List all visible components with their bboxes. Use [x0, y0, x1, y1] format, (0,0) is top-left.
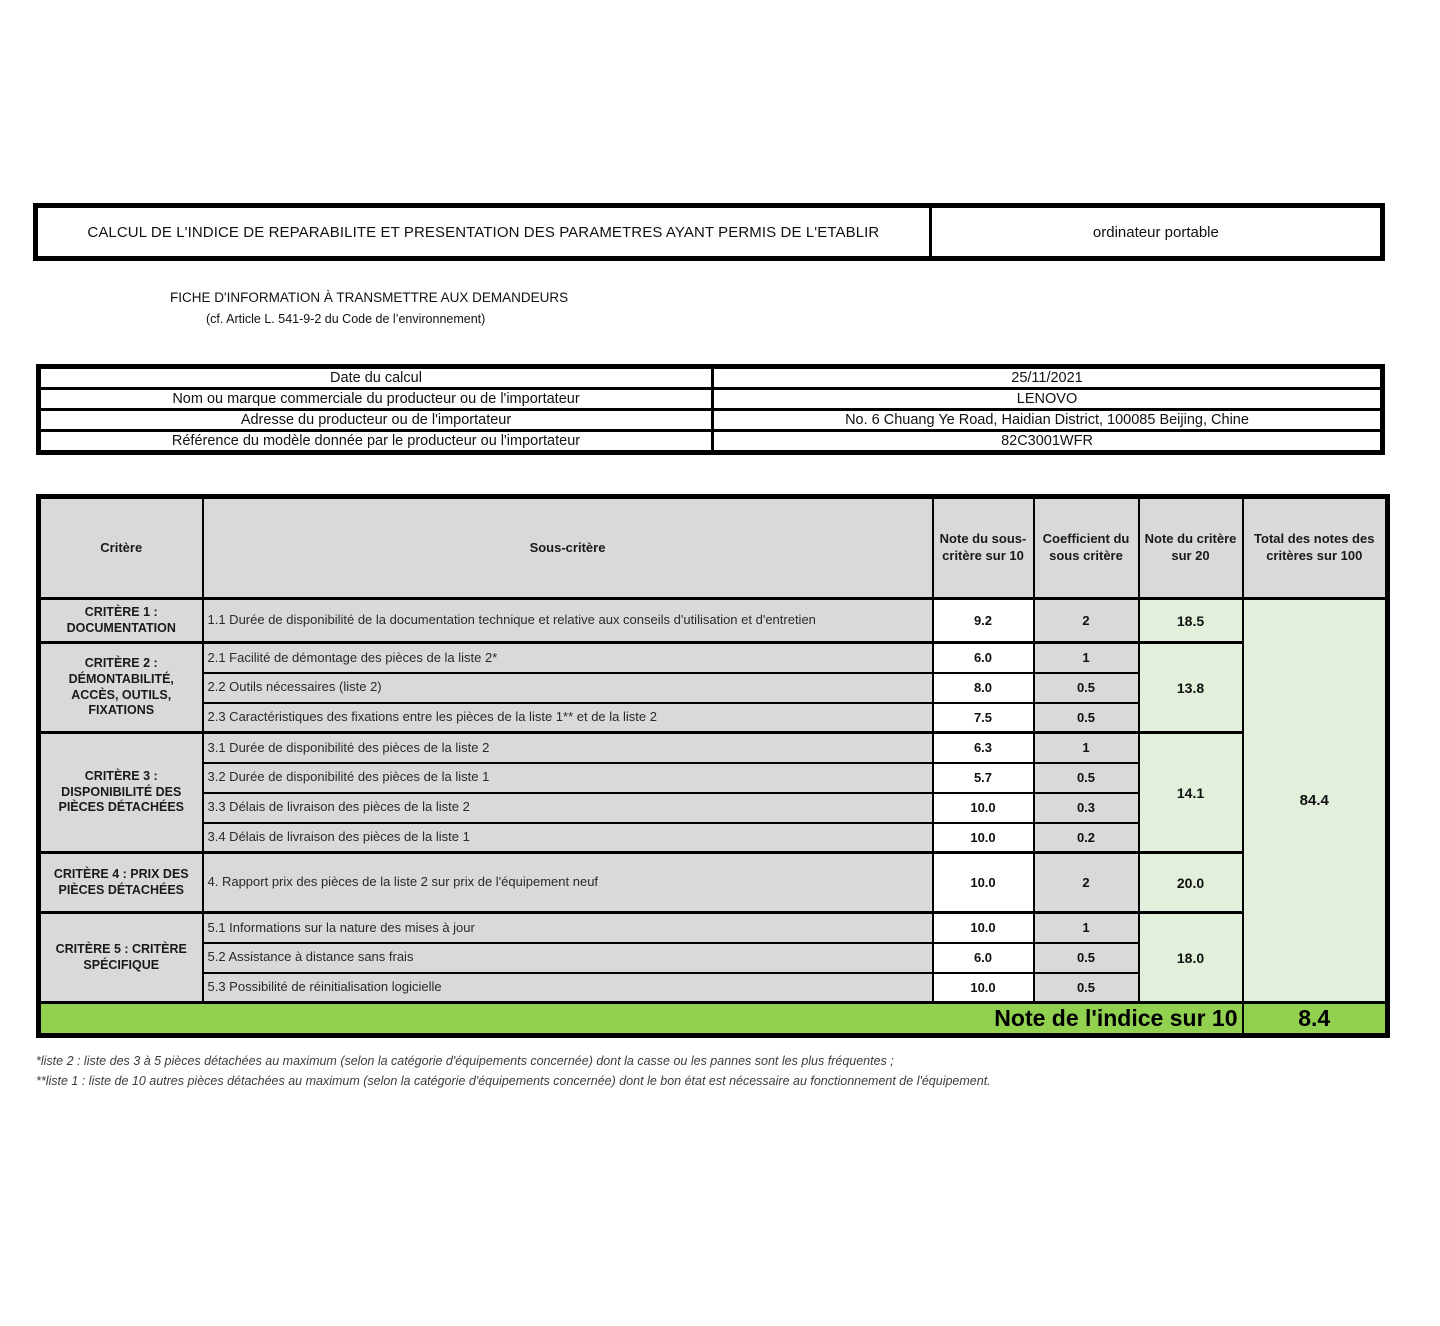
repairability-score-table — [36, 494, 1390, 1038]
criterion-5-note: 18.0 — [1139, 913, 1243, 1003]
criterion-3-name: CRITÈRE 3 : DISPONIBILITÉ DES PIÈCES DÉTACHÉES — [39, 733, 203, 853]
sub-criterion-coefficient: 0.5 — [1034, 763, 1139, 793]
info-row-model — [39, 431, 1383, 453]
sub-criterion-label: 5.2 Assistance à distance sans frais — [203, 943, 933, 973]
sub-criterion-label: 5.3 Possibilité de réinitialisation logicielle — [203, 973, 933, 1003]
subtitle-reference: (cf. Article L. 541-9-2 du Code de l’environnement) — [206, 312, 486, 326]
row-4 — [39, 853, 1388, 913]
info-value: LENOVO — [713, 389, 1383, 410]
sub-criterion-coefficient: 0.2 — [1034, 823, 1139, 853]
info-label: Référence du modèle donnée par le producteur ou l'importateur — [39, 431, 713, 453]
sub-criterion-note: 10.0 — [933, 793, 1034, 823]
criterion-5-name: CRITÈRE 5 : CRITÈRE SPÉCIFIQUE — [39, 913, 203, 1003]
final-index-value: 8.4 — [1243, 1003, 1388, 1036]
sub-criterion-coefficient: 1 — [1034, 913, 1139, 943]
footnotes — [36, 1051, 1396, 1091]
sub-criterion-note: 6.0 — [933, 643, 1034, 673]
sub-criterion-note: 10.0 — [933, 853, 1034, 913]
criterion-1-name: CRITÈRE 1 : DOCUMENTATION — [39, 599, 203, 643]
info-value: 25/11/2021 — [713, 367, 1383, 389]
sub-criterion-note: 6.0 — [933, 943, 1034, 973]
info-row-date — [39, 367, 1383, 389]
criterion-4-note: 20.0 — [1139, 853, 1243, 913]
sub-criterion-note: 8.0 — [933, 673, 1034, 703]
document-title: CALCUL DE L'INDICE DE REPARABILITE ET PRESENTATION DES PARAMETRES AYANT PERMIS DE L'ETABLIR — [38, 208, 932, 256]
sub-criterion-coefficient: 0.5 — [1034, 943, 1139, 973]
sub-criterion-label: 2.3 Caractéristiques des fixations entre les pièces de la liste 1** et de la liste 2 — [203, 703, 933, 733]
sub-criterion-label: 3.4 Délais de livraison des pièces de la liste 1 — [203, 823, 933, 853]
footnote-liste2: *liste 2 : liste des 3 à 5 pièces détachées au maximum (selon la catégorie d'équipements concernée) dont la casse ou les pannes sont les plus fréquentes ; — [36, 1054, 894, 1068]
info-label: Nom ou marque commerciale du producteur ou de l'importateur — [39, 389, 713, 410]
info-row-address — [39, 410, 1383, 431]
sub-criterion-coefficient: 0.5 — [1034, 973, 1139, 1003]
subtitle-block — [170, 290, 568, 326]
sub-criterion-label: 5.1 Informations sur la nature des mises à jour — [203, 913, 933, 943]
sub-criterion-label: 3.1 Durée de disponibilité des pièces de la liste 2 — [203, 733, 933, 763]
info-label: Adresse du producteur ou de l'importateur — [39, 410, 713, 431]
subtitle-line: FICHE D'INFORMATION À TRANSMETTRE AUX DEMANDEURS — [170, 290, 569, 305]
row-1-1 — [39, 599, 1388, 643]
sub-criterion-note: 6.3 — [933, 733, 1034, 763]
row-5-1 — [39, 913, 1388, 943]
info-label: Date du calcul — [39, 367, 713, 389]
sub-criterion-coefficient: 0.5 — [1034, 703, 1139, 733]
criterion-2-name: CRITÈRE 2 : DÉMONTABILITÉ, ACCÈS, OUTILS, FIXATIONS — [39, 643, 203, 733]
info-row-brand — [39, 389, 1383, 410]
sub-criterion-note: 10.0 — [933, 823, 1034, 853]
header-sous-critere: Sous-critère — [203, 497, 933, 599]
product-category: ordinateur portable — [1092, 223, 1219, 241]
sub-criterion-coefficient: 1 — [1034, 643, 1139, 673]
sub-criterion-note: 7.5 — [933, 703, 1034, 733]
criterion-1-note: 18.5 — [1139, 599, 1243, 643]
sub-criterion-coefficient: 2 — [1034, 599, 1139, 643]
header-total: Total des notes des critères sur 100 — [1243, 497, 1388, 599]
header-note-sous-critere: Note du sous-critère sur 10 — [933, 497, 1034, 599]
criterion-4-name: CRITÈRE 4 : PRIX DES PIÈCES DÉTACHÉES — [39, 853, 203, 913]
total-score-100: 84.4 — [1243, 599, 1388, 1003]
header-critere: Critère — [39, 497, 203, 599]
sub-criterion-label: 3.3 Délais de livraison des pièces de la liste 2 — [203, 793, 933, 823]
sub-criterion-coefficient: 0.5 — [1034, 673, 1139, 703]
info-value: No. 6 Chuang Ye Road, Haidian District, 100085 Beijing, Chine — [713, 410, 1383, 431]
sub-criterion-note: 9.2 — [933, 599, 1034, 643]
sub-criterion-note: 5.7 — [933, 763, 1034, 793]
sub-criterion-label: 2.2 Outils nécessaires (liste 2) — [203, 673, 933, 703]
score-table-header-row — [39, 497, 1388, 599]
sub-criterion-coefficient: 2 — [1034, 853, 1139, 913]
producer-info-table — [36, 364, 1385, 455]
sub-criterion-note: 10.0 — [933, 913, 1034, 943]
sub-criterion-coefficient: 0.3 — [1034, 793, 1139, 823]
info-value: 82C3001WFR — [713, 431, 1383, 453]
sub-criterion-label: 3.2 Durée de disponibilité des pièces de la liste 1 — [203, 763, 933, 793]
sub-criterion-label: 4. Rapport prix des pièces de la liste 2 sur prix de l'équipement neuf — [203, 853, 933, 913]
footnote-liste1: **liste 1 : liste de 10 autres pièces détachées au maximum (selon la catégorie d'équipements concernée) dont le bon état est nécessaire au fonctionnement de l'équipement. — [36, 1074, 991, 1088]
row-3-1 — [39, 733, 1388, 763]
sub-criterion-label: 2.1 Facilité de démontage des pièces de la liste 2* — [203, 643, 933, 673]
sub-criterion-note: 10.0 — [933, 973, 1034, 1003]
header-note-critere: Note du critère sur 20 — [1139, 497, 1243, 599]
final-index-row — [39, 1003, 1388, 1036]
criterion-3-note: 14.1 — [1139, 733, 1243, 853]
final-index-label: Note de l'indice sur 10 — [39, 1003, 1243, 1036]
sub-criterion-label: 1.1 Durée de disponibilité de la documentation technique et relative aux conseils d'utilisation et d'entretien — [203, 599, 933, 643]
criterion-2-note: 13.8 — [1139, 643, 1243, 733]
row-2-1 — [39, 643, 1388, 673]
header-coefficient: Coefficient du sous critère — [1034, 497, 1139, 599]
title-banner — [33, 203, 1385, 261]
sub-criterion-coefficient: 1 — [1034, 733, 1139, 763]
